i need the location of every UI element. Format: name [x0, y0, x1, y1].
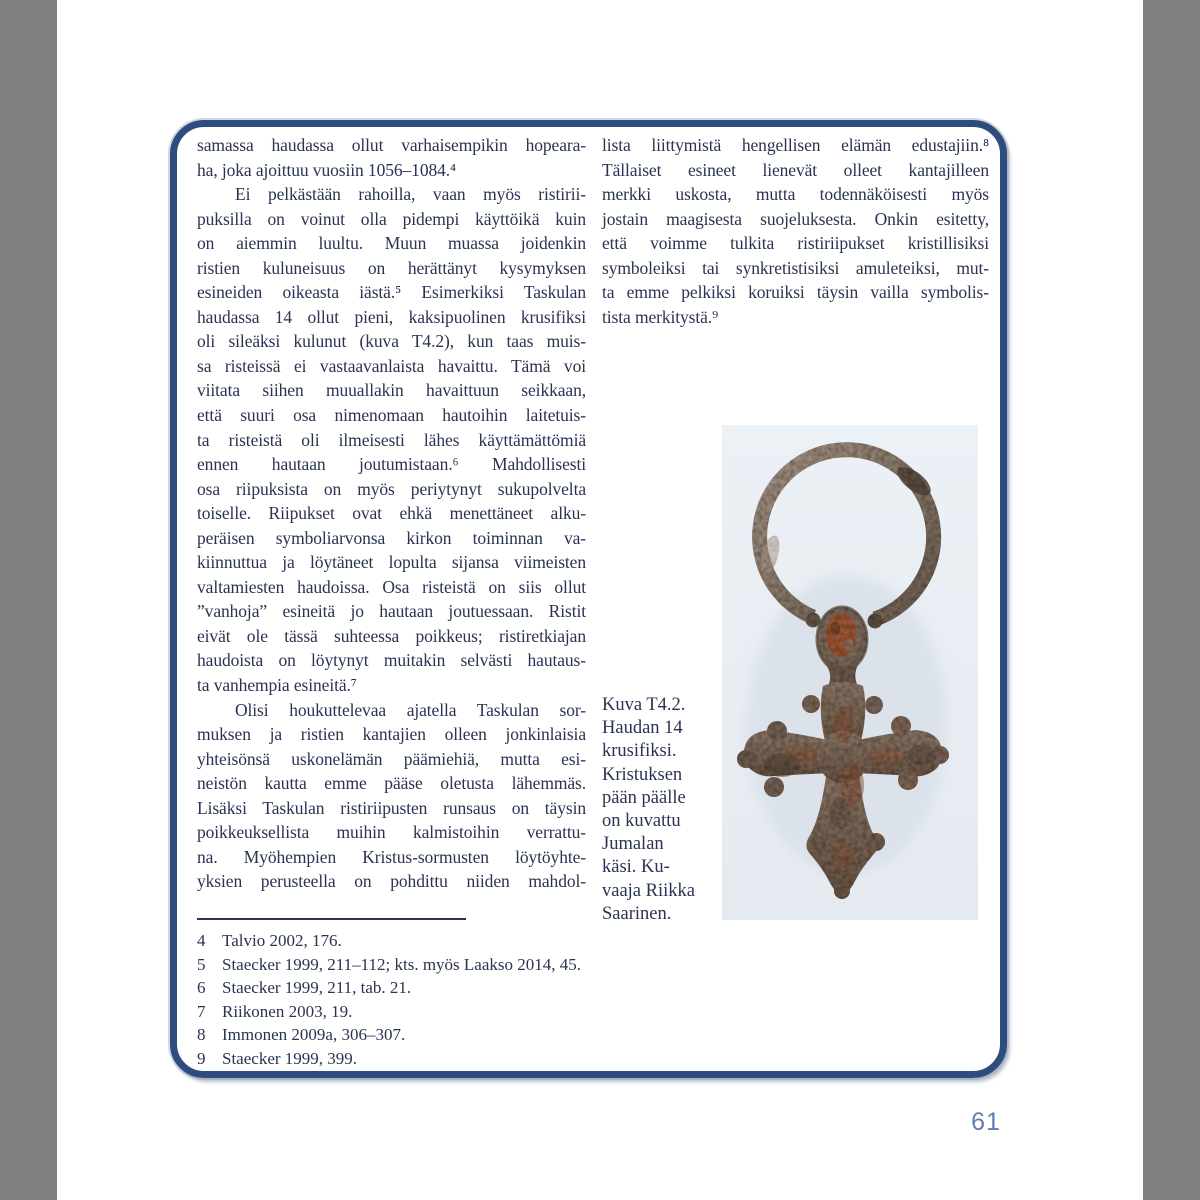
loop-rust-patch [826, 613, 856, 657]
text-line: ta risteistä oli ilmeisesti lähes käyttämättömiä [197, 429, 586, 450]
footnote-text: Staecker 1999, 399. [222, 1048, 358, 1068]
footnote-row [197, 929, 957, 953]
text-line: esineiden oikeasta iästä.⁵ Esimerkiksi Taskulan [197, 282, 586, 303]
text-line: haudoista on löytynyt muitakin selvästi hautaus- [197, 650, 586, 671]
text-line: on aiemmin luultu. Muun muassa joidenkin [197, 233, 586, 254]
text-line: ta emme pelkiksi koruiksi täysin vailla symbolis- [602, 282, 989, 303]
text-line: yhteisönsä uskonelämän päämiehiä, mutta esi- [197, 748, 586, 769]
footnote-text: Staecker 1999, 211–112; kts. myös Laakso 2014, 45. [222, 954, 582, 974]
footnotes-block [197, 929, 957, 1071]
caption-line: Kuva T4.2. [602, 695, 686, 715]
footnote-number: 4 [197, 931, 206, 950]
loop-gray-spot [844, 639, 854, 651]
text-line: Lisäksi Taskulan ristiriipusten runsaus on täysin [197, 797, 586, 818]
knob [891, 716, 911, 736]
footnote-text: Immonen 2009a, 306–307. [222, 1025, 406, 1045]
knob [802, 695, 820, 713]
text-line: oli sileäksi kulunut (kuva T4.2), kun taas muis- [197, 331, 586, 352]
knob [834, 883, 850, 899]
footnote-separator-rule [197, 918, 466, 920]
text-line: tista merkitystä.⁹ [602, 306, 719, 327]
dark-patch [830, 797, 850, 829]
footnote-row [197, 976, 957, 1000]
footnote-text: Talvio 2002, 176. [222, 931, 342, 950]
footnote-number: 9 [197, 1048, 206, 1068]
text-line: haudassa 14 ollut pieni, kaksipuolinen krusifiksi [197, 306, 586, 327]
text-line: poikkeuksellista muihin kalmistoihin verrattu- [197, 822, 586, 843]
text-line: sa risteissä ei vastaavanlaista havaittu. Tämä voi [197, 355, 586, 376]
text-line: samassa haudassa ollut varhaisempikin hopeara- [197, 135, 586, 155]
knob [865, 696, 883, 714]
knob [808, 836, 826, 854]
text-line: ristien kuluneisuus on herättänyt kysymyksen [197, 257, 586, 278]
paragraph [602, 133, 989, 329]
caption-line: vaaja Riikka [602, 880, 695, 901]
text-line: kiinnuttua ja löytäneet lopulta sijansa viimeisten [197, 552, 586, 573]
text-line: na. Myöhempien Kristus-sormusten löytöyhte- [197, 846, 586, 867]
footnote-text: Staecker 1999, 211, tab. 21. [222, 978, 412, 998]
figure-photo-crucifix [722, 425, 978, 920]
text-line: merkki uskosta, mutta todennäköisesti myös [602, 184, 989, 205]
page-number: 61 [971, 1108, 1001, 1136]
knob [867, 833, 885, 851]
text-line: jostain maagisesta suojeluksesta. Onkin esitetty, [602, 208, 989, 229]
text-line: peräisen symboliarvonsa kirkon toiminnan va- [197, 527, 586, 548]
knob [767, 721, 787, 741]
caption-line: Saarinen. [602, 903, 672, 924]
text-line: valtamiesten haudoissa. Osa risteistä on siis ollut [197, 576, 586, 597]
text-line: ennen hautaan joutumistaan.⁶ Mahdollisesti [197, 454, 586, 475]
dark-patch [908, 745, 936, 765]
dark-patch [764, 753, 800, 777]
rust-blotch [834, 841, 852, 869]
text-line: toiselle. Riipukset ovat ehkä menettäneet alku- [197, 503, 586, 524]
knob [898, 770, 918, 790]
footnote-row [197, 1023, 957, 1047]
text-line: osa riipuksista on myös periytynyt sukupolvelta [197, 478, 586, 499]
caption-line: krusifiksi. [602, 741, 677, 762]
text-line: että voimme tulkita ristiriipukset kristillisiksi [602, 233, 989, 254]
paragraph [197, 182, 586, 697]
caption-line: käsi. Ku- [602, 857, 670, 878]
figure-caption [602, 694, 720, 926]
text-line: ”vanhoja” esineitä jo hautaan joutuessaan. Ristit [197, 601, 586, 622]
footnote-number: 5 [197, 954, 206, 974]
caption-line: Haudan 14 [602, 718, 683, 739]
footnote-number: 7 [197, 1001, 206, 1021]
left-text-column [197, 133, 586, 894]
rust-blotch [833, 707, 853, 743]
caption-line: Jumalan [602, 834, 664, 855]
text-line: ha, joka ajoittuu vuosiin 1056–1084.⁴ [197, 159, 457, 180]
caption-line: Kristuksen [602, 764, 683, 785]
footnote-row [197, 953, 957, 977]
text-line: Tällaiset esineet lienevät olleet kantajilleen [602, 159, 989, 180]
text-line: yksien perusteella on pohdittu niiden mahdol- [197, 871, 586, 892]
right-text-column [602, 133, 989, 329]
text-line: eivät ole tässä suhteessa poikkeus; ristiretkiajan [197, 625, 586, 646]
footnote-number: 6 [197, 978, 206, 998]
text-line: Ei pelkästään rahoilla, vaan myös ristirii- [235, 184, 586, 205]
crucifix-artifact-illustration [722, 425, 978, 920]
text-line: muksen ja ristien kantajien olleen jonkinlaisia [197, 724, 586, 745]
footnote-row [197, 1047, 957, 1071]
text-line: että suuri osa nimenomaan hautoihin laitetuis- [197, 405, 586, 426]
paragraph [197, 698, 586, 894]
loop-dark-spot [830, 622, 840, 636]
text-line: ta vanhempia esineitä.⁷ [197, 675, 357, 696]
text-line: puksilla on voinut olla pidempi käyttöikä kuin [197, 208, 586, 229]
footnote-row [197, 1000, 957, 1024]
paragraph [197, 133, 586, 182]
text-line: lista liittymistä hengellisen elämän edustajiin.⁸ [602, 135, 989, 155]
text-line: neistön kautta emme pääse oletusta lähemmäs. [197, 773, 586, 794]
knob [737, 750, 755, 768]
rust-blotch [869, 749, 905, 765]
footnote-number: 8 [197, 1025, 206, 1045]
caption-line: on kuvattu [602, 811, 681, 832]
footnote-text: Riikonen 2003, 19. [222, 1001, 353, 1021]
text-line: symboleiksi tai synkretistisiksi amuleteiksi, mut- [602, 257, 989, 278]
caption-line: pään päälle [602, 787, 686, 808]
text-line: Olisi houkuttelevaa ajatella Taskulan sor- [235, 699, 586, 720]
text-line: viitata siihen muuallakin havaittuun seikkaan, [197, 380, 586, 401]
knob [764, 777, 784, 797]
ring-end-right [868, 614, 883, 629]
